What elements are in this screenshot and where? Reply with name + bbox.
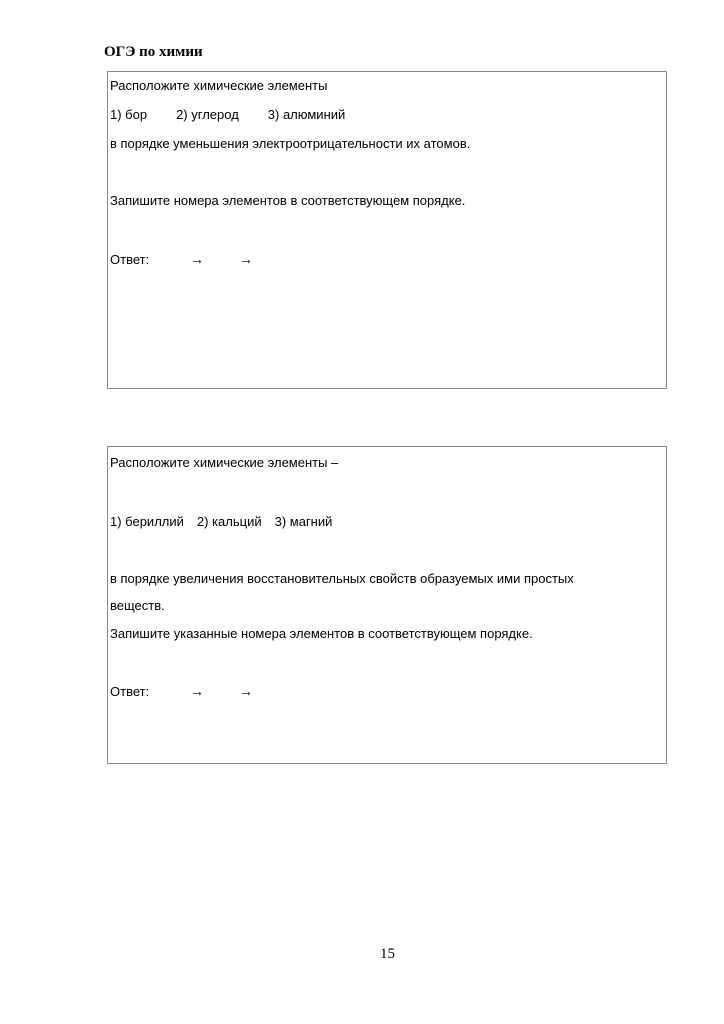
task1-intro: Расположите химические элементы (110, 78, 328, 93)
task2-option-3: 3) магний (274, 514, 333, 529)
task2-answer (110, 683, 253, 699)
task1-instruction: Запишите номера элементов в соответствующем порядке. (110, 193, 466, 208)
task1-arrow-1: → (190, 251, 204, 267)
task2-arrow-1: → (190, 683, 204, 699)
task-box-2 (107, 446, 667, 764)
task1-options (110, 107, 345, 122)
task2-instruction: Запишите указанные номера элементов в соответствующем порядке. (110, 626, 533, 641)
task1-condition: в порядке уменьшения электроотрицательности их атомов. (110, 136, 471, 151)
task1-answer (110, 251, 253, 267)
task1-option-2: 2) углерод (176, 107, 239, 122)
task1-option-1: 1) бор (110, 107, 148, 122)
task1-option-3: 3) алюминий (267, 107, 346, 122)
task2-arrow-2: → (239, 683, 253, 699)
task1-arrow-2: → (239, 251, 253, 267)
page-number: 15 (380, 946, 395, 962)
task2-intro: Расположите химические элементы – (110, 455, 339, 470)
page-header-title: ОГЭ по химии (104, 44, 203, 60)
task2-options (110, 514, 332, 529)
task2-condition-line1: в порядке увеличения восстановительных свойств образуемых ими простых (110, 571, 574, 586)
task2-option-1: 1) бериллий (110, 514, 184, 529)
task1-answer-label: Ответ: (110, 252, 150, 267)
task2-option-2: 2) кальций (196, 514, 262, 529)
task-box-1 (107, 71, 667, 389)
task2-answer-label: Ответ: (110, 684, 150, 699)
task2-condition-line2: веществ. (110, 598, 165, 613)
